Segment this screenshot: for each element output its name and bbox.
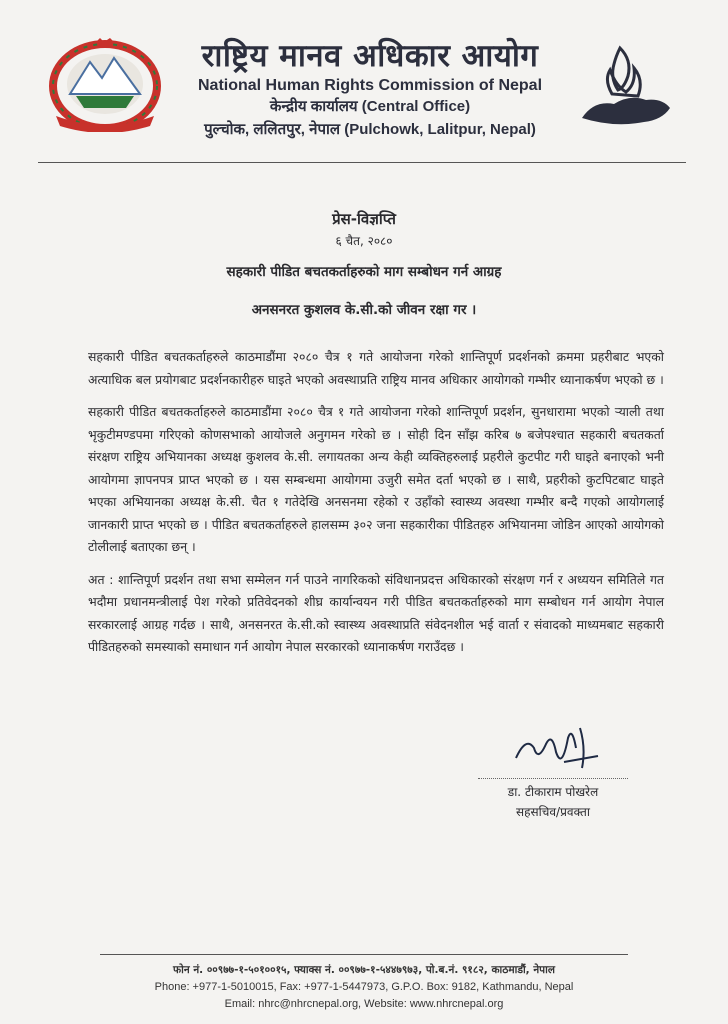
nepal-emblem-icon: [46, 34, 164, 132]
title-block: [80, 208, 648, 322]
document-subject: सहकारी पीडित बचतकर्ताहरुको माग सम्बोधन गर्न आग्रह: [226, 264, 502, 280]
handwritten-signature: [506, 718, 606, 778]
office-name: केन्द्रीय कार्यालय (Central Office): [269, 98, 471, 115]
header-divider: [38, 162, 686, 163]
footer-divider: [100, 954, 628, 955]
document-title: प्रेस-विज्ञप्ति: [332, 210, 396, 228]
signatory-role: सहसचिव/प्रवक्ता: [516, 805, 590, 819]
footer-contact-nepali: फोन नं. ००९७७-१-५०१००१५, फ्याक्स नं. ००९७७-१-५४४७९७३, पो.ब.नं. ९१८२, काठमाडौं, नेपाल: [173, 964, 555, 976]
letterhead: [160, 36, 580, 142]
document-date: ६ चैत, २०८०: [335, 234, 393, 248]
org-name-english: National Human Rights Commission of Nepal: [197, 77, 543, 94]
footer-email: Email: nhrc@nhrcnepal.org, Website: www.nhrcnepal.org: [224, 998, 504, 1010]
document-body: [88, 346, 664, 669]
office-address: पुल्चोक, ललितपुर, नेपाल (Pulchowk, Lalitpur, Nepal): [204, 121, 536, 138]
footer-phone: Phone: +977-1-5010015, Fax: +977-1-5447973, G.P.O. Box: 9182, Kathmandu, Nepal: [154, 981, 574, 993]
body-paragraph: सहकारी पीडित बचतकर्ताहरुले काठमाडौंमा २०८० चैत्र १ गते आयोजना गरेको शान्तिपूर्ण प्रदर्शन, सुनधारामा भएको र्‍याली तथा भृकुटीमण्डपमा गरिएको कोणसभाको आयोजले अनुगमन गरेको छ । सोही दिन साँझ करिब ७ बजेपश्चात सहकारी बचतकर्ता संरक्षण राष्ट्रिय अभियानका अध्यक्ष कुशलव के.सी. लगायतका अन्य केही व्यक्तिहरुलाई प्रहरीले कुटपीट गरी घाइते बनाएको भनी आयोगमा ज्ञापनपत्र प्राप्त भएको छ । यस सम्बन्धमा आयोगमा उजुरी समेत दर्ता भएको छ । साथै, प्रहरीको कुटपिटबाट घाइते भएका अभियानका अध्यक्ष के.सी. चैत १ गतेदेखि अनसनमा रहेको र उहाँको स्वास्थ्य अवस्था गम्भीर बन्दै गएको आयोगलाई जानकारी प्राप्त भएको छ । पीडित बचतकर्ताहरुले हालसम्म ३०२ जना सहकारीका पीडितहरु अभियानमा जोडिन आएको आयोगको टोलीलाई बताएका छन् ।: [88, 404, 664, 554]
document-subject-line2: अनसनरत कुशलव के.सी.को जीवन रक्षा गर ।: [251, 302, 477, 318]
org-name-nepali: राष्ट्रिय मानव अधिकार आयोग: [201, 38, 539, 74]
nhrc-logo-icon: [574, 34, 674, 134]
footer: [40, 962, 688, 1013]
body-paragraph: सहकारी पीडित बचतकर्ताहरुले काठमाडौंमा २०८० चैत्र १ गते आयोजना गरेको शान्तिपूर्ण प्रदर्शनको क्रममा प्रहरीबाट भएको अत्याधिक बल प्रयोगबाट प्रदर्शनकारीहरु घाइते भएको अवस्थाप्रति राष्ट्रिय मानव अधिकार आयोगको गम्भीर ध्यानाकर्षण भएको छ ।: [88, 349, 664, 387]
signature-line: [478, 778, 628, 779]
signatory-name: डा. टीकाराम पोखरेल: [507, 785, 599, 799]
body-paragraph: अत : शान्तिपूर्ण प्रदर्शन तथा सभा सम्मेलन गर्न पाउने नागरिकको संविधानप्रदत्त अधिकारको संरक्षण गर्न र अध्ययन समितिले गत भदौमा प्रधानमन्त्रीलाई पेश गरेको प्रतिवेदनको शीघ्र कार्यान्वयन गरी पीडित बचतकर्ताहरुको माग सम्बोधन गर्न आयोग नेपाल सरकारलाई आग्रह गर्दछ । साथै, अनसनरत के.सी.को स्वास्थ्य अवस्थाप्रति संवेदनशील भई वार्ता र संवादको माध्यमबाट सहकारी पीडितहरुको समस्याको समाधान गर्न आयोग नेपाल सरकारको ध्यानाकर्षण गराउँदछ ।: [88, 571, 664, 654]
